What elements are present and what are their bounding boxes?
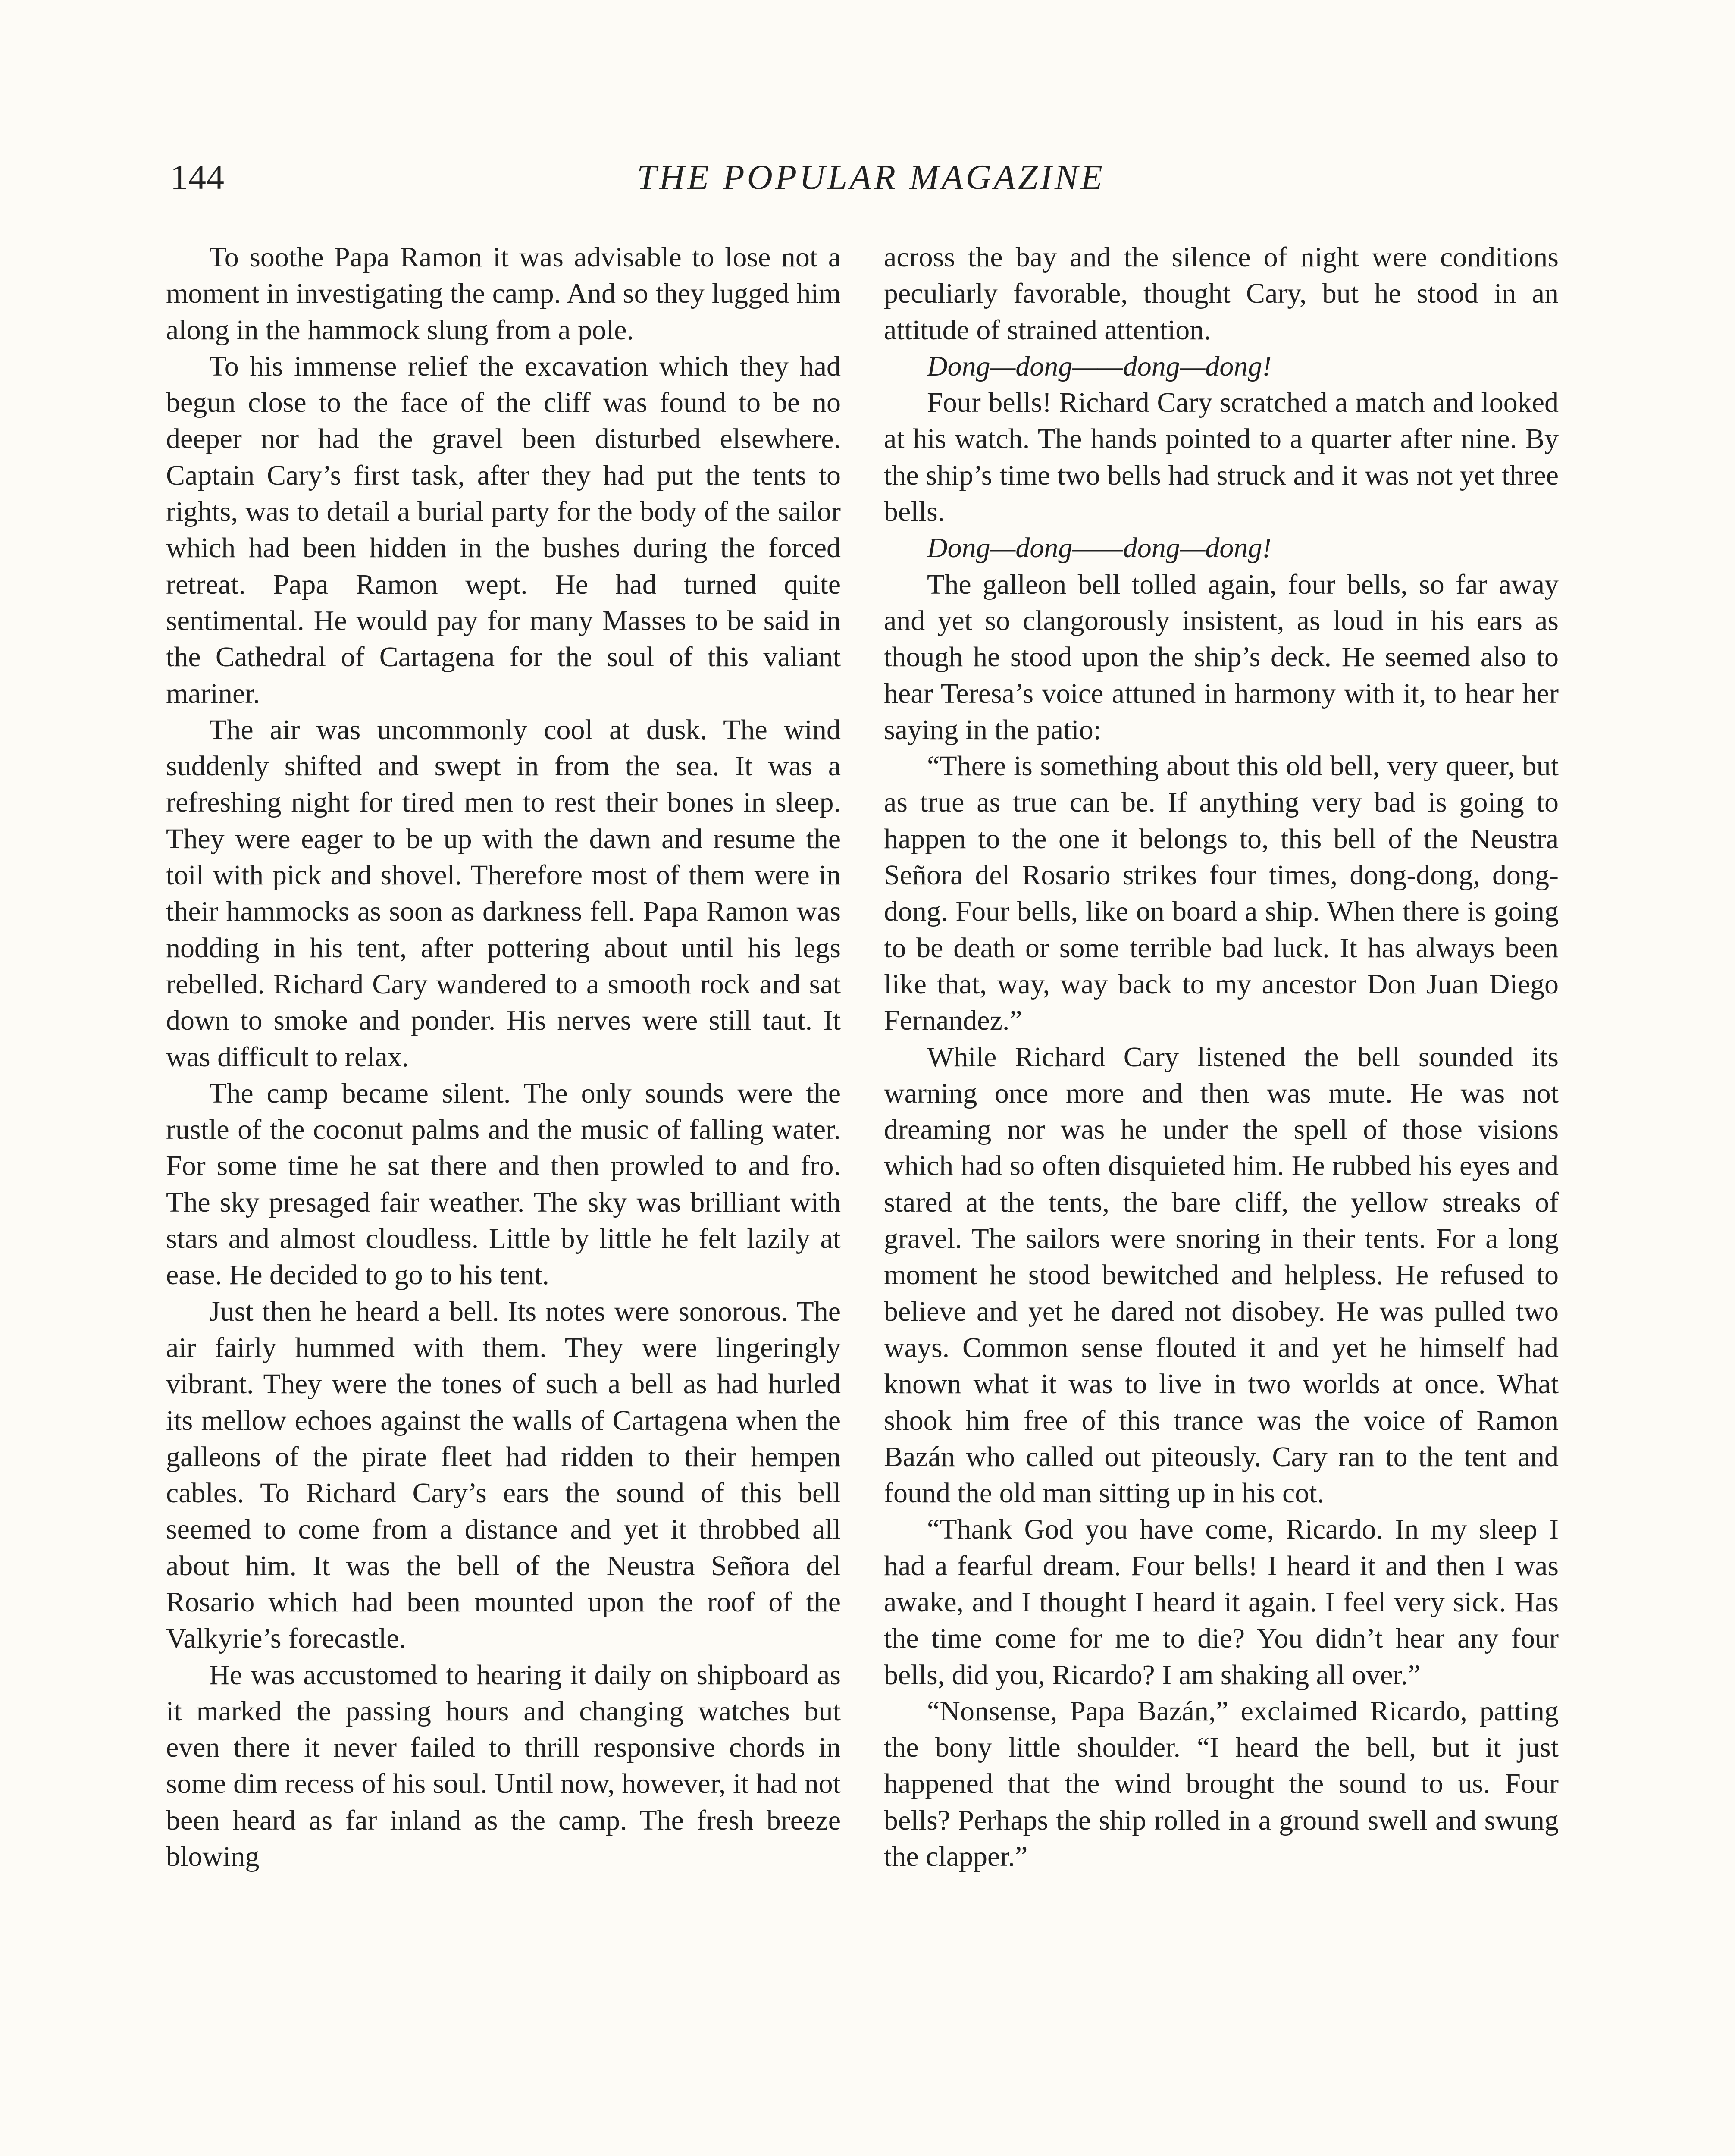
paragraph: The camp became silent. The only sounds were the rustle of the coconut palms and the music of falling water. For some time he sat there and then prowled to and fro. The sky presaged fair weather. The sky was brilliant with stars and almost cloudless. Little by little he felt lazily at ease. He decided to go to his tent.	[166, 1077, 841, 1291]
bell-sound-line: Dong—dong——dong—dong!	[927, 350, 1272, 382]
paragraph: “There is something about this old bell, very queer, but as true as true can be. If anything very bad is going to happen to the one it belongs to, this bell of the Neustra Señora del Rosario strikes four times, dong-dong, dong-dong. Four bells, like on board a ship. When there is going to be death or some terrible bad luck. It has always been like that, way, way back to my ancestor Don Juan Diego Fernandez.”	[884, 750, 1559, 1037]
bell-sound-line: Dong—dong——dong—dong!	[927, 532, 1272, 564]
paragraph: “Nonsense, Papa Bazán,” exclaimed Ricardo, patting the bony little shoulder. “I heard the bell, but it just happened that the wind brought the sound to us. Four bells? Perhaps the ship rolled in a ground swell and swung the clapper.”	[884, 1695, 1559, 1873]
paragraph: While Richard Cary listened the bell sounded its warning once more and then was mute. He was not dreaming nor was he under the spell of those visions which had so often disquieted him. He rubbed his eyes and stared at the tents, the bare cliff, the yellow streaks of gravel. The sailors were snoring in their tents. For a long moment he stood bewitched and helpless. He refused to believe and yet he dared not disobey. He was pulled two ways. Common sense flouted it and yet he himself had known what it was to live in two worlds at once. What shook him free of this trance was the voice of Ramon Bazán who called out piteously. Cary ran to the tent and found the old man sitting up in his cot.	[884, 1041, 1559, 1509]
paragraph: To soothe Papa Ramon it was advisable to lose not a moment in investigating the camp. And so they lugged him along in the hammock slung from a pole.	[166, 241, 841, 346]
right-column	[884, 239, 1559, 1875]
running-head-title: THE POPULAR MAGAZINE	[637, 157, 1105, 197]
paragraph: To his immense relief the excavation which they had begun close to the face of the cliff was found to be no deeper nor had the gravel been disturbed elsewhere. Captain Cary’s first task, after they had put the tents to rights, was to detail a burial party for the body of the sailor which had been hidden in the bushes during the forced retreat. Papa Ramon wept. He had turned quite sentimental. He would pay for many Masses to be said in the Cathedral of Cartagena for the soul of this valiant mariner.	[166, 350, 841, 709]
paragraph: He was accustomed to hearing it daily on shipboard as it marked the passing hours and changing watches but even there it never failed to thrill responsive chords in some dim recess of his soul. Until now, however, it had not been heard as far inland as the camp. The fresh breeze blowing	[166, 1659, 841, 1873]
paragraph: The air was uncommonly cool at dusk. The wind suddenly shifted and swept in from the sea. It was a refreshing night for tired men to rest their bones in sleep. They were eager to be up with the dawn and resume the toil with pick and shovel. Therefore most of them were in their hammocks as soon as darkness fell. Papa Ramon was nodding in his tent, after pottering about until his legs rebelled. Richard Cary wandered to a smooth rock and sat down to smoke and ponder. His nerves were still taut. It was difficult to relax.	[166, 714, 841, 1073]
paragraph: Just then he heard a bell. Its notes were sonorous. The air fairly hummed with them. They were lingeringly vibrant. They were the tones of such a bell as had hurled its mellow echoes against the walls of Cartagena when the galleons of the pirate fleet had ridden to their hempen cables. To Richard Cary’s ears the sound of this bell seemed to come from a distance and yet it throbbed all about him. It was the bell of the Neustra Señora del Rosario which had been mounted upon the roof of the Valkyrie’s forecastle.	[166, 1295, 841, 1655]
left-column	[166, 239, 841, 1875]
paragraph: The galleon bell tolled again, four bells, so far away and yet so clangorously insistent, as loud in his ears as though he stood upon the ship’s deck. He seemed also to hear Teresa’s voice attuned in harmony with it, to hear her saying in the patio:	[884, 568, 1559, 746]
paragraph: “Thank God you have come, Ricardo. In my sleep I had a fearful dream. Four bells! I heard it and then I was awake, and I thought I heard it again. I feel very sick. Has the time come for me to die? You didn’t hear any four bells, did you, Ricardo? I am shaking all over.”	[884, 1514, 1559, 1691]
paragraph: Four bells! Richard Cary scratched a match and looked at his watch. The hands pointed to a quarter after nine. By the ship’s time two bells had struck and it was not yet three bells.	[884, 387, 1559, 528]
page-number: 144	[170, 157, 225, 197]
paragraph-continued: across the bay and the silence of night were conditions peculiarly favorable, thought Cary, but he stood in an attitude of strained attention.	[884, 241, 1559, 346]
